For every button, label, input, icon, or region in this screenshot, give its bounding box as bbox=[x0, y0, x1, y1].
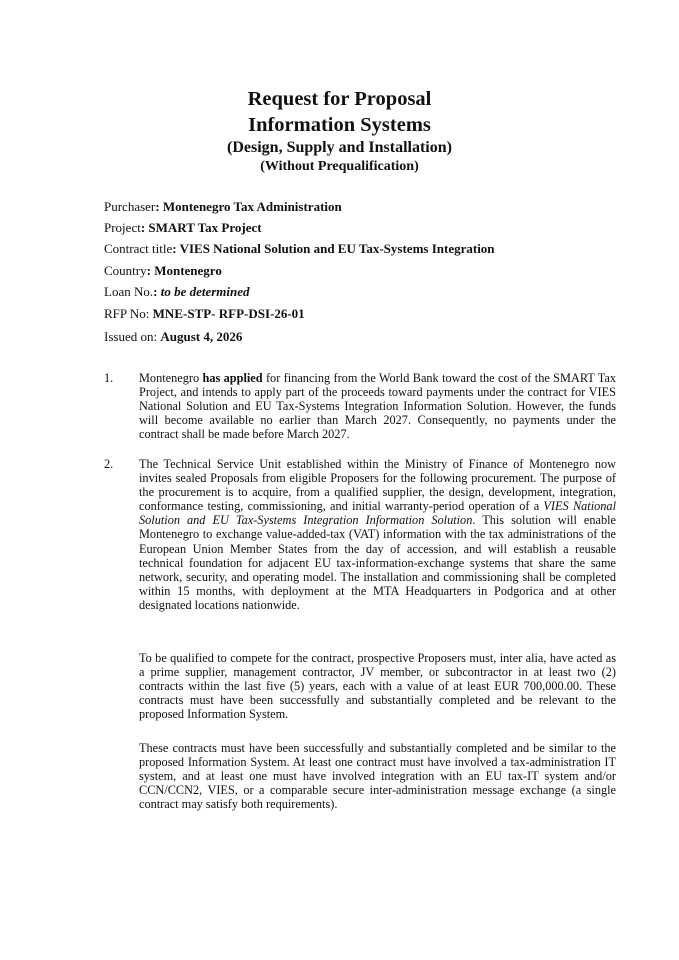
project-label: Project bbox=[104, 220, 141, 235]
rfp-number-label: RFP No: bbox=[104, 306, 150, 321]
country-value: : Montenegro bbox=[146, 263, 222, 278]
paragraph-1-start: Montenegro bbox=[139, 371, 203, 385]
contract-title-label: Contract title bbox=[104, 241, 173, 256]
similar-contracts-paragraph: These contracts must have been successfully and substantially completed and be similar to the proposed Information System. At least one contract must have involved a tax-administration IT system, and at least one must have involved integration with an EU tax-IT system and/or CCN/CCN2, VIES, or a comparable secure inter-administration message exchange (a single contract may satisfy both requirements). bbox=[139, 741, 616, 812]
rfp-number-row bbox=[104, 306, 305, 322]
paragraph-1-rest: for financing from the World Bank toward the cost of the SMART Tax Project, and intends to apply part of the proceeds toward payments under the contract for VIES National Solution and EU Tax-Systems Integration Information Solution. However, the funds will become available no earlier than March 2027. Consequently, no payments under the contract shall be made before March 2027. bbox=[139, 371, 616, 442]
paragraph-number-1: 1. bbox=[104, 371, 114, 385]
issued-row bbox=[104, 329, 242, 345]
purchaser-row bbox=[104, 199, 342, 215]
purchaser-value: : Montenegro Tax Administration bbox=[155, 199, 342, 214]
rfp-number-value: MNE-STP- RFP-DSI-26-01 bbox=[152, 306, 305, 321]
qualification-paragraph: To be qualified to compete for the contract, prospective Proposers must, inter alia, have acted as a prime supplier, management contractor, JV member, or subcontractor in at least two (2) contracts within the last five (5) years, each with a value of at least EUR 700,000.00. These contracts must have been successfully and substantially completed and be relevant to the proposed Information System. bbox=[139, 651, 616, 722]
paragraph-2 bbox=[139, 457, 616, 612]
country-row bbox=[104, 263, 222, 279]
document-title: Request for Proposal bbox=[247, 88, 432, 110]
loan-label: Loan No. bbox=[104, 284, 154, 299]
project-row bbox=[104, 220, 262, 236]
loan-row bbox=[104, 284, 250, 300]
paragraph-number-2: 2. bbox=[104, 457, 114, 471]
loan-separator: : bbox=[153, 284, 158, 299]
issued-value: August 4, 2026 bbox=[160, 329, 243, 344]
loan-value: to be determined bbox=[160, 284, 250, 299]
project-value: : SMART Tax Project bbox=[140, 220, 262, 235]
paragraph-2-solution-name: VIES National Solution and EU Tax-Systems Integration Information Solution bbox=[139, 499, 616, 528]
contract-title-value: : VIES National Solution and EU Tax-Systems Integration bbox=[172, 241, 495, 256]
title-block bbox=[0, 86, 679, 176]
paragraph-1-emphasis: has applied bbox=[202, 371, 263, 385]
issued-label: Issued on: bbox=[104, 329, 158, 344]
paragraph-2-start: The Technical Service Unit established within the Ministry of Finance of Montenegro now invites sealed Proposals from eligible Proposers for the following procurement. The purpose of the procurement is to acquire, from a qualified supplier, the design, development, integration, conformance testing, commissioning, and initial warranty-period operation of a bbox=[139, 457, 616, 514]
document-type: (Design, Supply and Installation) bbox=[227, 139, 452, 156]
paragraph-1 bbox=[139, 371, 616, 441]
contract-title-row bbox=[104, 241, 495, 257]
country-label: Country bbox=[104, 263, 147, 278]
purchaser-label: Purchaser bbox=[104, 199, 156, 214]
document-subtitle: Information Systems bbox=[248, 114, 431, 136]
prequalification-note: (Without Prequalification) bbox=[260, 159, 419, 174]
paragraph-2-rest: . This solution will enable Montenegro to exchange value-added-tax (VAT) information with the tax administrations of the European Union Member States from the day of accession, and will establish a reusable technical foundation for adjacent EU tax-information-exchange systems that share the same network, security, and operating model. The installation and commissioning shall be completed within 15 months, with deployment at the MTA Headquarters in Podgorica and at other designated locations nationwide. bbox=[139, 513, 616, 612]
